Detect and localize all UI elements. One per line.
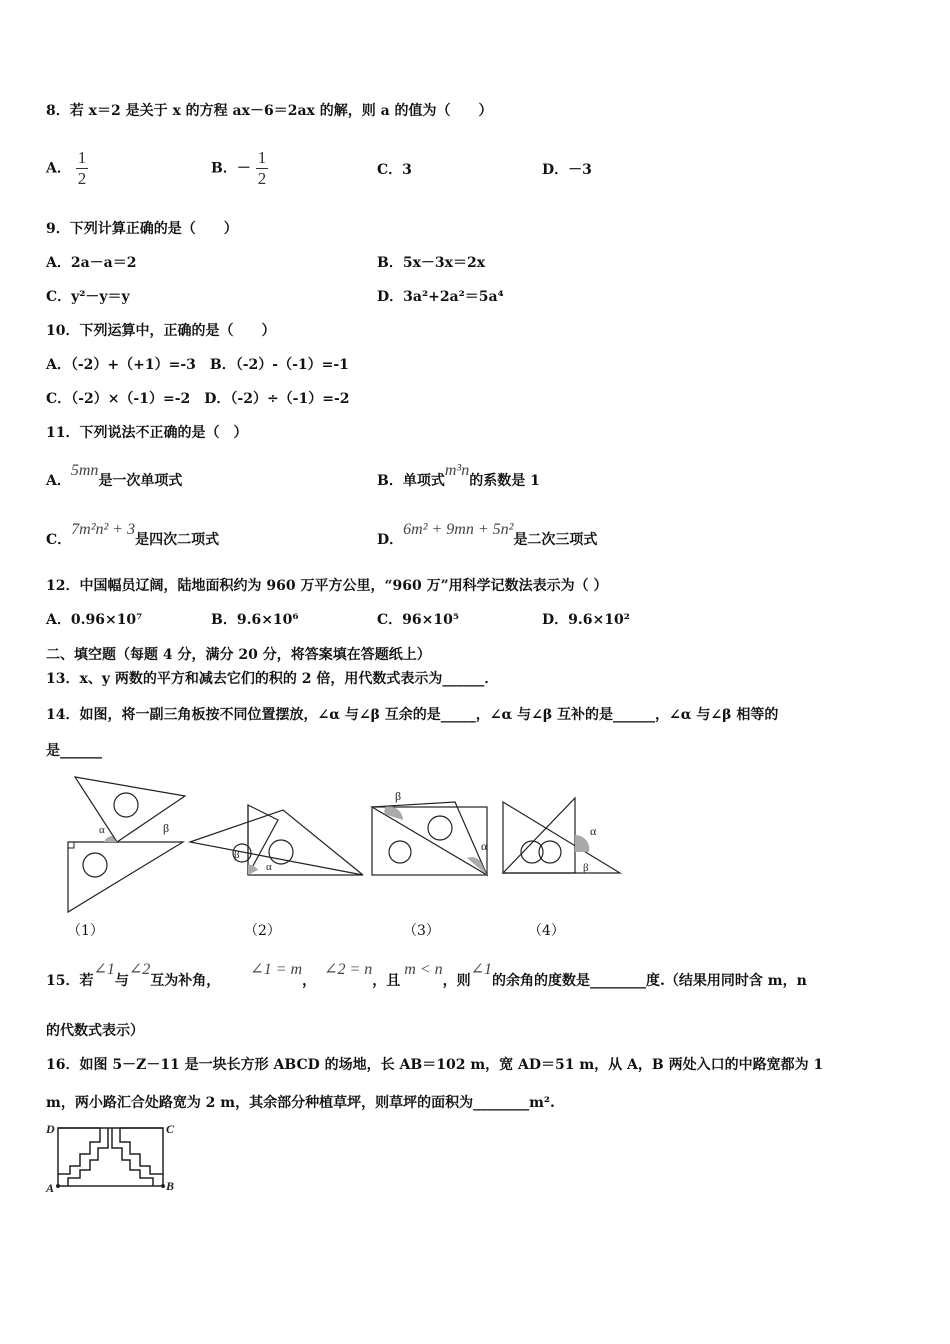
q12-option-d: D．9.6×10² bbox=[542, 612, 630, 628]
q11-option-c-text: 是四次二项式 bbox=[135, 532, 220, 548]
q11-option-c-math: 7m²n² + 3 bbox=[71, 521, 136, 538]
q12-stem: 12．中国幅员辽阔，陆地面积约为 960 万平方公里，“960 万”用科学记数法表示为（ ） bbox=[46, 578, 608, 594]
q16-left-path-inner bbox=[68, 1128, 108, 1186]
q15-angle1-b: ∠1 bbox=[470, 961, 493, 978]
q12-option-a: A．0.96×10⁷ bbox=[46, 612, 143, 628]
q16-line2: m，两小路汇合处路宽为 2 m，其余部分种植草坪，则草坪的面积为________m². bbox=[46, 1095, 555, 1111]
q11-option-a bbox=[46, 462, 183, 489]
q11-option-d bbox=[377, 521, 598, 548]
figure-3-alpha: α bbox=[481, 839, 488, 853]
figure-4-circle-right bbox=[539, 841, 561, 863]
q11-option-b-math: m³n bbox=[444, 462, 470, 479]
q11-option-d-label: D． bbox=[377, 532, 404, 548]
q14-figures bbox=[0, 770, 950, 920]
q16-label-d: D bbox=[46, 1122, 55, 1136]
q11-option-d-text: 是二次三项式 bbox=[513, 532, 598, 548]
q13: 13．x、y 两数的平方和减去它们的积的 2 倍，用代数式表示为______． bbox=[46, 671, 499, 687]
q8-option-a-fraction: $\frac{1}{2}$ bbox=[77, 148, 87, 188]
q9-stem: 9．下列计算正确的是（ ） bbox=[46, 221, 238, 237]
figure-2-triangle-upright bbox=[248, 805, 278, 875]
figure-1-beta: β bbox=[163, 821, 170, 835]
figure-1 bbox=[68, 777, 185, 912]
q12-option-c: C．96×10⁵ bbox=[377, 612, 459, 628]
q11-option-a-math: 5mn bbox=[70, 462, 99, 479]
figure-4-alpha: α bbox=[590, 824, 597, 838]
q9-option-b: B．5x－3x＝2x bbox=[377, 255, 486, 271]
q11-option-b-label: B．单项式 bbox=[377, 473, 445, 489]
q8-option-d: D．－3 bbox=[542, 162, 592, 178]
figure-3-label: （3） bbox=[403, 923, 440, 939]
q16-label-b: B bbox=[166, 1179, 175, 1193]
q12-option-b: B．9.6×10⁶ bbox=[211, 612, 299, 628]
figure-3-circle-left bbox=[389, 841, 411, 863]
figure-2-beta: β bbox=[234, 849, 240, 861]
q15-line1: 15．若∠1与∠2互为补角，∠1 = m，∠2 = n，且m < n，则∠1的余角的度数是________度.（结果用同时含 m，n bbox=[46, 961, 807, 989]
figure-3 bbox=[372, 789, 488, 875]
q9-option-a: A．2a－a＝2 bbox=[46, 255, 137, 271]
figure-1-circle-top bbox=[114, 793, 138, 817]
q11-option-b-text: 的系数是 1 bbox=[469, 473, 540, 489]
figure-4-label: （4） bbox=[528, 923, 565, 939]
q16-left-path-outer bbox=[58, 1128, 100, 1174]
figure-3-beta: β bbox=[395, 789, 402, 803]
q14-line2: 是______ bbox=[46, 743, 102, 759]
figure-4-circle-left bbox=[521, 841, 543, 863]
figure-1-circle-bottom bbox=[83, 853, 107, 877]
q11-option-d-math: 6m² + 9mn + 5n² bbox=[403, 521, 514, 538]
section-2-heading: 二、填空题（每题 4 分，满分 20 分，将答案填在答题纸上） bbox=[46, 647, 431, 663]
q8-option-b-label: B．－ bbox=[211, 160, 251, 177]
q16-field-figure bbox=[40, 1118, 240, 1198]
q15-angle1-eq-m: ∠1 = m bbox=[250, 961, 303, 978]
q16-label-c: C bbox=[166, 1122, 175, 1136]
figure-2-label: （2） bbox=[244, 923, 281, 939]
q10-options-cd: C．（-2）×（-1）=-2 D．（-2）÷（-1）=-2 bbox=[46, 391, 350, 407]
q11-option-c bbox=[46, 521, 220, 548]
q16-line1: 16．如图 5－Z－11 是一块长方形 ABCD 的场地，长 AB＝102 m，宽 AD＝51 m，从 A，B 两处入口的中路宽都为 1 bbox=[46, 1057, 824, 1073]
q11-option-a-label: A． bbox=[46, 473, 71, 489]
q8-option-a bbox=[46, 148, 88, 189]
figure-4 bbox=[503, 798, 620, 874]
q11-option-a-text: 是一次单项式 bbox=[98, 473, 183, 489]
figure-2 bbox=[190, 805, 363, 875]
q10-options-ab: A．（-2）+（+1）=-3 B．（-2）-（-1）=-1 bbox=[46, 357, 349, 373]
figure-3-circle-right bbox=[428, 816, 452, 840]
figure-2-circle-right bbox=[269, 840, 293, 864]
q15-angle1: ∠1 bbox=[93, 961, 115, 978]
q16-right-path-inner bbox=[112, 1128, 153, 1186]
q15-line2: 的代数式表示） bbox=[46, 1023, 144, 1039]
figure-1-alpha: α bbox=[99, 824, 105, 836]
q8-option-c: C．3 bbox=[377, 162, 412, 178]
q8-option-a-label: A． bbox=[46, 160, 71, 177]
q8-stem: 8．若 x＝2 是关于 x 的方程 ax－6＝2ax 的解，则 a 的值为（ ） bbox=[46, 103, 493, 119]
figure-2-alpha: α bbox=[266, 861, 272, 873]
figure-1-label: （1） bbox=[67, 923, 104, 939]
q15-angle2-eq-n: ∠2 = n bbox=[324, 961, 373, 978]
q15-m-lt-n: m < n bbox=[404, 961, 443, 978]
q15-angle2: ∠2 bbox=[128, 961, 151, 978]
q11-option-c-label: C． bbox=[46, 532, 72, 548]
q11-option-b bbox=[377, 462, 540, 489]
q14-line1: 14．如图，将一副三角板按不同位置摆放，∠α 与∠β 互余的是_____，∠α 与∠β 互补的是______，∠α 与∠β 相等的 bbox=[46, 707, 779, 723]
q9-option-d: D．3a²+2a²＝5a⁴ bbox=[377, 289, 504, 305]
figure-4-beta: β bbox=[583, 862, 589, 874]
q8-option-b bbox=[211, 148, 268, 189]
q16-right-path-outer bbox=[120, 1128, 163, 1174]
q9-option-c: C．y²－y＝y bbox=[46, 289, 130, 305]
q10-stem: 10．下列运算中，正确的是（ ） bbox=[46, 323, 276, 339]
figure-1-triangle-bottom bbox=[68, 842, 183, 912]
q8-option-b-fraction: $\frac{1}{2}$ bbox=[257, 148, 267, 188]
q16-label-a: A bbox=[46, 1181, 55, 1195]
q11-stem: 11．下列说法不正确的是（ ） bbox=[46, 425, 248, 441]
